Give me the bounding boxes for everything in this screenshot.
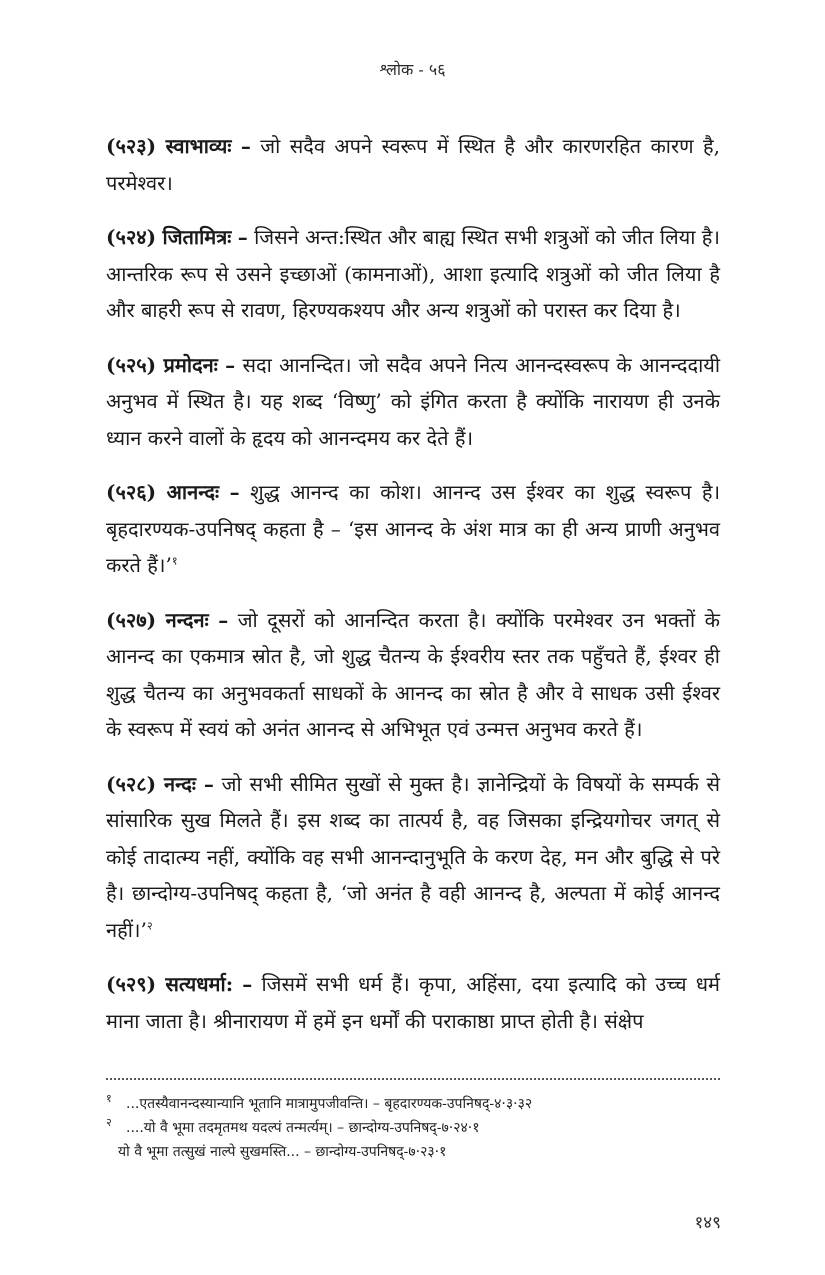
entry-number: (५२६) bbox=[106, 480, 157, 504]
entry-dash: – bbox=[237, 225, 248, 249]
footnote-ref-1[interactable]: १ bbox=[171, 554, 178, 568]
entry-dash: – bbox=[229, 480, 240, 504]
entry-number: (५२४) bbox=[106, 225, 157, 249]
entry-dash: – bbox=[203, 771, 214, 796]
entry-523 bbox=[106, 128, 720, 201]
footnote-text: यो वै भूमा तत्सुखं नाल्पे सुखमस्ति... – छान्दोग्य-उपनिषद्-७·२३·१ bbox=[118, 1144, 447, 1160]
entry-text: जिसने अन्त:स्थित और बाह्य स्थित सभी शत्रुओं को जीत लिया है। आन्तरिक रूप से उसने इच्छाओं (कामनाओं), आशा इत्यादि शत्रुओं को जीत लिया है और बाहरी रूप से रावण, हिरण्यकश्यप और अन्य शत्रुओं को परास्त कर दिया है। bbox=[106, 225, 720, 322]
entry-term: स्वाभाव्यः bbox=[165, 134, 232, 158]
entry-term: प्रमोदनः bbox=[163, 352, 218, 377]
footnote-1: १ ...एतस्यैवानन्दस्यान्यानि भूतानि मात्रामुपजीवन्ति। – बृहदारण्यक-उपनिषद्-४·३·३२ bbox=[106, 1092, 533, 1112]
page-number: १४९ bbox=[694, 1213, 721, 1233]
entry-528 bbox=[106, 766, 720, 949]
entry-text: जो सभी सीमित सुखों से मुक्त है। ज्ञानेन्द्रियों के विषयों के सम्पर्क से सांसारिक सुख मिलते हैं। इस शब्द का तात्पर्य है, वह जिसका इन्द्रियगोचर जगत् से कोई तादात्म्य नहीं, क्योंकि वह सभी आनन्दानुभूति के करण देह, मन और बुद्धि से परे है। छान्दोग्य-उपनिषद् कहता है, ‘जो अनंत है वही आनन्द है, अल्पता में कोई आनन्द नहीं।’ bbox=[106, 771, 721, 942]
footnote-2: २ ....यो वै भूमा तदमृतमथ यदल्पं तन्मर्त्यम्। – छान्दोग्य-उपनिषद्-७·२४·१ bbox=[106, 1116, 480, 1136]
entry-text: सदा आनन्दित। जो सदैव अपने नित्य आनन्दस्वरूप के आनन्ददायी अनुभव में स्थित है। यह शब्द ‘विष्णु’ को इंगित करता है क्योंकि नारायण ही उनके ध्यान करने वालों के हृदय को आनन्दमय कर देते हैं। bbox=[106, 352, 721, 450]
entry-dash: – bbox=[218, 607, 229, 632]
entry-term: आनन्दः bbox=[166, 480, 220, 504]
footnotes bbox=[106, 1092, 720, 1164]
entry-dash: – bbox=[242, 972, 253, 996]
footnote-divider bbox=[106, 1078, 720, 1080]
entry-527 bbox=[106, 602, 720, 748]
entry-text: शुद्ध आनन्द का कोश। आनन्द उस ईश्वर का शुद्ध स्वरूप है। बृहदारण्यक-उपनिषद् कहता है – ‘इस आनन्द के अंश मात्र का ही अन्य प्राणी अनुभव करते हैं।’ bbox=[106, 480, 721, 577]
entry-dash: – bbox=[240, 134, 251, 158]
entry-524 bbox=[106, 219, 720, 329]
entry-term: सत्यधर्मा: bbox=[165, 972, 234, 996]
running-header: श्लोक - ५६ bbox=[379, 60, 446, 79]
footnote-2-continuation bbox=[106, 1140, 720, 1164]
footnote-text: ....यो वै भूमा तदमृतमथ यदल्पं तन्मर्त्यम्। – छान्दोग्य-उपनिषद्-७·२४·१ bbox=[126, 1120, 480, 1136]
entry-text: जो दूसरों को आनन्दित करता है। क्योंकि परमेश्वर उन भक्तों के आनन्द का एकमात्र स्रोत है, जो शुद्ध चैतन्य के ईश्वरीय स्तर तक पहुँचते हैं, ईश्वर ही शुद्ध चैतन्य का अनुभवकर्ता साधकों के आनन्द का स्रोत है और वे साधक उसी ईश्वर के स्वरूप में स्वयं को अनंत आनन्द से अभिभूत एवं उन्मत्त अनुभव करते हैं। bbox=[106, 607, 721, 741]
main-content bbox=[106, 128, 720, 1057]
entry-term: जितामित्रः bbox=[162, 225, 232, 249]
entry-525 bbox=[106, 347, 720, 457]
entry-text: जो सदैव अपने स्वरूप में स्थित है और कारणरहित कारण है, परमेश्वर। bbox=[106, 134, 721, 195]
entry-529 bbox=[106, 966, 720, 1039]
footnote-text: ...एतस्यैवानन्दस्यान्यानि भूतानि मात्रामुपजीवन्ति। – बृहदारण्यक-उपनिषद्-४·३·३२ bbox=[126, 1096, 533, 1112]
entry-dash: – bbox=[225, 352, 236, 377]
entry-number: (५२५) bbox=[106, 352, 157, 377]
entry-text: जिसमें सभी धर्म हैं। कृपा, अहिंसा, दया इत्यादि को उच्च धर्म माना जाता है। श्रीनारायण में हमें इन धर्मों की पराकाष्ठा प्राप्त होती है। संक्षेप bbox=[106, 972, 720, 1033]
entry-number: (५२३) bbox=[106, 134, 157, 158]
entry-number: (५२७) bbox=[106, 607, 157, 632]
entry-term: नन्दः bbox=[164, 771, 196, 796]
entry-term: नन्दनः bbox=[165, 607, 209, 632]
entry-number: (५२९) bbox=[106, 972, 157, 996]
footnote-ref-2[interactable]: २ bbox=[146, 918, 153, 932]
entry-526 bbox=[106, 474, 720, 584]
entry-number: (५२८) bbox=[106, 771, 157, 796]
